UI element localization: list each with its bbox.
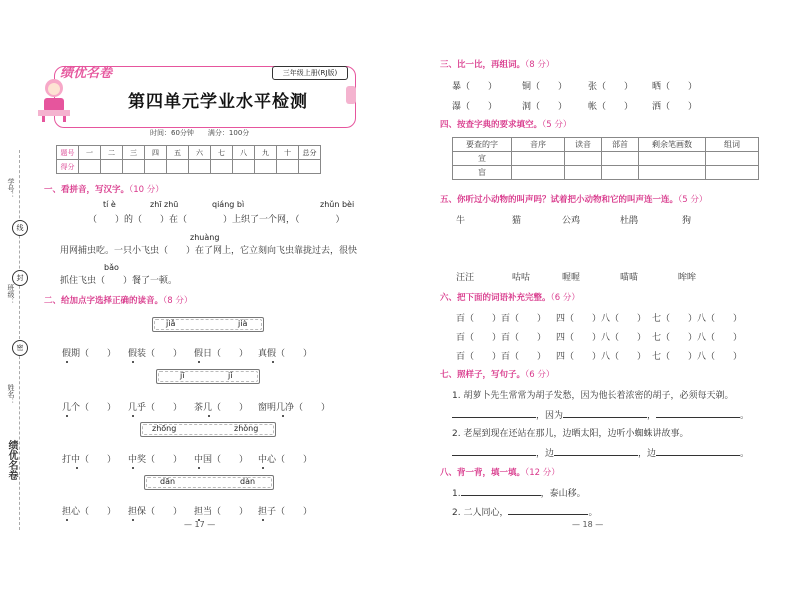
q8-item-2-period: 。 [588, 508, 598, 518]
q5-sound: 喵喵 [620, 273, 639, 283]
seal-secret: 密 [12, 340, 28, 356]
q2-g3-option-b: zhòng [234, 424, 259, 433]
side-brand-logo: 绩优名卷 [6, 440, 17, 480]
dict-cell[interactable] [639, 152, 706, 166]
q6-item: 四（ ）八（ ） [556, 333, 647, 343]
score-cell[interactable] [277, 160, 299, 174]
q1-pinyin-2: zhī zhū [150, 200, 179, 209]
q6-item: 七（ ）八（ ） [652, 314, 743, 324]
emphasis-dot [208, 415, 210, 417]
q7-sentence-1: 1. 胡萝卜先生常常为胡子发愁，因为他长着浓密的胡子，必须每天剃。 [452, 391, 734, 401]
q5-animal: 牛 [456, 216, 466, 226]
answer-blank[interactable] [508, 505, 588, 515]
q8-title [440, 466, 560, 478]
q2-g1-option-a: jiǎ [166, 319, 176, 328]
class-label: 班级： [7, 284, 15, 305]
q5-title-text: 五、你听过小动物的叫声吗？试着把小动物和它的叫声连一连。 [440, 195, 679, 205]
score-cell[interactable] [79, 160, 101, 174]
emphasis-dot [198, 361, 200, 363]
emphasis-dot [66, 415, 68, 417]
q1-pinyin-6: bǎo [104, 263, 119, 272]
score-cell[interactable] [123, 160, 145, 174]
emphasis-dot [262, 519, 264, 521]
q2-g4-item: 担子（ ） [258, 507, 313, 517]
answer-blank[interactable] [452, 408, 536, 418]
q7-sentence-2: 2. 老屋到现在还站在那儿，边晒太阳，边听小蜘蛛讲故事。 [452, 429, 689, 439]
score-table [56, 145, 321, 174]
q6-item: 四（ ）八（ ） [556, 314, 647, 324]
score-head-cell: 四 [145, 146, 167, 160]
q1-line-1: （ ）的（ ）在（ ）上织了一个网，（ ） [88, 215, 345, 225]
student-id-label: 学号： [7, 178, 15, 199]
q1-title [44, 183, 164, 195]
exam-time-score-info: 时间：60分钟 满分：100分 [150, 129, 250, 137]
q4-score: （5 分） [542, 120, 572, 130]
dictionary-table [452, 137, 759, 180]
q6-item: 百（ ）百（ ） [456, 333, 547, 343]
q7-answer-1-connector: ，因为 [536, 411, 564, 421]
q7-answer-2 [452, 446, 749, 459]
score-head-cell: 六 [189, 146, 211, 160]
emphasis-dot [66, 519, 68, 521]
answer-blank[interactable] [461, 486, 541, 496]
q2-g4-option-b: dàn [240, 477, 256, 486]
dict-char: 宣 [453, 152, 512, 166]
emphasis-dot [132, 415, 134, 417]
emphasis-dot [76, 467, 78, 469]
q4-title [440, 118, 571, 130]
q2-g2-item: 几乎（ ） [128, 403, 183, 413]
q3-item: 晒（ ） [652, 82, 698, 92]
q1-line-2: 用网捕虫吃。一只小飞虫（ ）在了网上，它立刻向飞虫靠拢过去，很快 [60, 246, 358, 256]
score-cell[interactable] [101, 160, 123, 174]
q5-animal: 猫 [512, 216, 522, 226]
left-page-number: — 17 — [184, 520, 216, 529]
q7-answer-1-comma: ， [647, 411, 657, 421]
right-page-number: — 18 — [572, 520, 604, 529]
q3-item: 洒（ ） [652, 102, 698, 112]
q1-line-3: 抓住飞虫（ ）餐了一顿。 [60, 276, 178, 286]
dict-cell[interactable] [512, 152, 565, 166]
q2-g3-option-a: zhōng [152, 424, 177, 433]
q5-sound: 咕咕 [512, 273, 531, 283]
q3-item: 洞（ ） [522, 102, 568, 112]
q3-item: 瀑（ ） [452, 102, 498, 112]
dict-head-cell: 音序 [512, 138, 565, 152]
q3-title [440, 58, 554, 70]
q5-title [440, 193, 707, 205]
q1-pinyin-3: qiáng bì [212, 200, 245, 209]
q2-g3-item: 中奖（ ） [128, 455, 183, 465]
answer-blank[interactable] [656, 408, 740, 418]
q2-g4-item: 担心（ ） [62, 507, 117, 517]
q2-g3-item: 打中（ ） [62, 455, 117, 465]
q1-title-text: 一、看拼音，写汉字。 [44, 185, 130, 195]
score-head-cell: 一 [79, 146, 101, 160]
q2-pinyin-frame-2 [156, 369, 260, 384]
score-head-cell: 七 [211, 146, 233, 160]
q1-score: （10 分） [129, 185, 164, 195]
q5-score: （5 分） [678, 195, 708, 205]
emphasis-dot [66, 361, 68, 363]
score-cell[interactable] [233, 160, 255, 174]
score-head-cell: 十 [277, 146, 299, 160]
q3-item: 铜（ ） [522, 82, 568, 92]
q6-title-text: 六、把下面的词语补充完整。 [440, 293, 551, 303]
q7-answer-2-period: 。 [740, 449, 750, 459]
q2-score: （8 分） [163, 296, 193, 306]
q7-title [440, 368, 554, 380]
answer-blank[interactable] [452, 446, 536, 456]
q6-item: 七（ ）八（ ） [652, 352, 743, 362]
q4-title-text: 四、按查字典的要求填空。 [440, 120, 543, 130]
dict-cell[interactable] [602, 152, 639, 166]
q3-item: 张（ ） [588, 82, 634, 92]
dict-head-cell: 部首 [602, 138, 639, 152]
score-head-cell: 九 [255, 146, 277, 160]
score-table-head-row [57, 146, 321, 160]
dict-row [453, 166, 759, 180]
q5-animal: 狗 [682, 216, 692, 226]
score-cell[interactable] [145, 160, 167, 174]
q5-sound: 哞哞 [678, 273, 697, 283]
q3-score: （8 分） [525, 60, 555, 70]
answer-blank[interactable] [563, 408, 647, 418]
dict-head-row [453, 138, 759, 152]
score-cell[interactable] [211, 160, 233, 174]
emphasis-dot [262, 467, 264, 469]
score-cell[interactable] [299, 160, 321, 174]
q8-item-1-text: ，泰山移。 [540, 489, 586, 499]
q8-item-2 [452, 505, 597, 518]
name-label: 姓名： [7, 384, 15, 405]
q7-score: （6 分） [525, 370, 555, 380]
q8-item-2-text: 2. 二人同心， [452, 508, 509, 518]
q2-g2-option-a: jī [180, 371, 185, 380]
q6-score: （6 分） [550, 293, 580, 303]
q7-answer-1 [452, 408, 749, 421]
q2-g3-item: 中心（ ） [258, 455, 313, 465]
q2-g2-item: 茶几（ ） [194, 403, 249, 413]
q6-item: 七（ ）八（ ） [652, 333, 743, 343]
q3-item: 暴（ ） [452, 82, 498, 92]
dict-cell[interactable] [602, 166, 639, 180]
girl-mascot-icon [34, 74, 74, 122]
score-cell[interactable] [167, 160, 189, 174]
dict-row [453, 152, 759, 166]
grade-edition-badge: 三年级上册(RJ版) [272, 66, 348, 80]
answer-blank[interactable] [554, 446, 638, 456]
q8-score: （12 分） [525, 468, 560, 478]
side-ribbon-icon [346, 86, 356, 104]
q3-title-text: 三、比一比，再组词。 [440, 60, 526, 70]
q8-item-1 [452, 486, 586, 499]
q5-sound: 汪汪 [456, 273, 475, 283]
q3-item: 帐（ ） [588, 102, 634, 112]
emphasis-dot [132, 519, 134, 521]
q5-sound: 喔喔 [562, 273, 581, 283]
emphasis-dot [132, 467, 134, 469]
q6-item: 四（ ）八（ ） [556, 352, 647, 362]
dict-head-cell: 要查的字 [453, 138, 512, 152]
dict-head-cell: 剩余笔画数 [639, 138, 706, 152]
q2-g4-item: 担当（ ） [194, 507, 249, 517]
q2-g3-item: 中国（ ） [194, 455, 249, 465]
q6-item: 百（ ）百（ ） [456, 314, 547, 324]
q1-pinyin-1: tí è [103, 200, 116, 209]
q8-item-1-number: 1. [452, 489, 461, 499]
q2-g4-item: 担保（ ） [128, 507, 183, 517]
score-cell[interactable] [189, 160, 211, 174]
q2-title [44, 294, 192, 306]
dict-cell[interactable] [639, 166, 706, 180]
dict-head-cell: 读音 [565, 138, 602, 152]
q2-g1-item: 假装（ ） [128, 349, 183, 359]
dict-cell[interactable] [565, 152, 602, 166]
q2-g2-option-b: jǐ [228, 371, 233, 380]
q2-g1-item: 真假（ ） [258, 349, 313, 359]
score-cell[interactable] [255, 160, 277, 174]
q2-g4-option-a: dān [160, 477, 176, 486]
dict-cell[interactable] [706, 152, 759, 166]
score-table-score-row [57, 160, 321, 174]
q5-animal: 杜鹃 [620, 216, 639, 226]
score-head-cell: 八 [233, 146, 255, 160]
score-head-cell: 五 [167, 146, 189, 160]
seal-seal: 封 [12, 270, 28, 286]
q2-title-text: 二、给加点字选择正确的读音。 [44, 296, 164, 306]
q7-answer-2-connector: ，边 [536, 449, 555, 459]
q2-g1-item: 假日（ ） [194, 349, 249, 359]
emphasis-dot [132, 361, 134, 363]
q5-animal: 公鸡 [562, 216, 581, 226]
dict-head-cell: 组词 [706, 138, 759, 152]
q8-title-text: 八、背一背，填一填。 [440, 468, 526, 478]
dict-cell[interactable] [706, 166, 759, 180]
seal-line: 线 [12, 220, 28, 236]
emphasis-dot [282, 415, 284, 417]
q2-g2-item: 窗明几净（ ） [258, 403, 331, 413]
q7-answer-2-connector-2: ，边 [638, 449, 657, 459]
score-head-cell: 二 [101, 146, 123, 160]
q7-title-text: 七、照样子，写句子。 [440, 370, 526, 380]
q6-title [440, 291, 580, 303]
q1-pinyin-5: zhuàng [190, 233, 220, 242]
brand-logo: 绩优名卷 [60, 66, 113, 81]
score-row-label: 得分 [57, 160, 79, 174]
q6-item: 百（ ）百（ ） [456, 352, 547, 362]
answer-blank[interactable] [656, 446, 740, 456]
score-head-cell: 三 [123, 146, 145, 160]
dict-char: 盲 [453, 166, 512, 180]
q2-g1-item: 假期（ ） [62, 349, 117, 359]
emphasis-dot [198, 467, 200, 469]
dict-cell[interactable] [512, 166, 565, 180]
q2-g1-option-b: jià [238, 319, 248, 328]
score-head-cell: 题号 [57, 146, 79, 160]
q1-pinyin-4: zhǔn bèi [320, 200, 355, 209]
left-binding-margin [0, 0, 26, 589]
page-title: 第四单元学业水平检测 [128, 92, 308, 112]
score-head-cell: 总分 [299, 146, 321, 160]
emphasis-dot [272, 361, 274, 363]
q7-answer-1-period: 。 [740, 411, 750, 421]
dict-cell[interactable] [565, 166, 602, 180]
q2-g2-item: 几个（ ） [62, 403, 117, 413]
